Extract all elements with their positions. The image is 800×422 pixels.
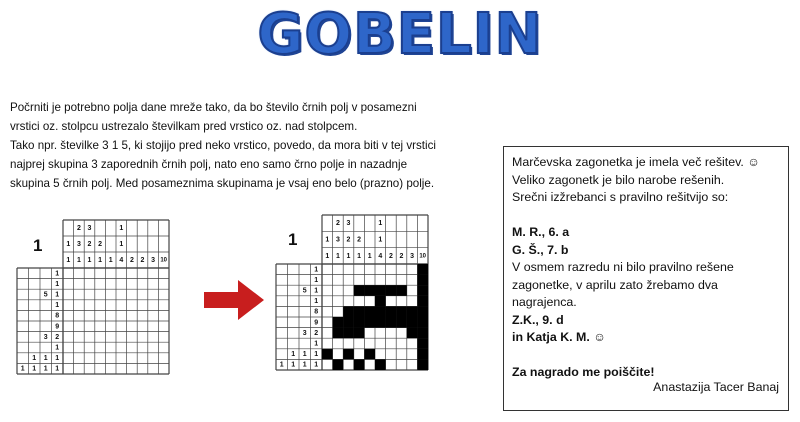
filled-cell bbox=[407, 306, 418, 317]
clue-number: 2 bbox=[55, 333, 60, 341]
clue-number: 2 bbox=[357, 236, 362, 244]
box-text: V osmem razredu ni bilo pravilno rešene bbox=[512, 260, 734, 274]
filled-cell bbox=[375, 317, 386, 328]
arrow-right-icon bbox=[204, 280, 264, 320]
clue-number: 1 bbox=[66, 241, 71, 248]
clue-number: 2 bbox=[388, 252, 393, 260]
winner-name: M. R., 6. a bbox=[512, 225, 570, 239]
winner-name: G. Š., 7. b bbox=[512, 242, 569, 257]
clue-number: 2 bbox=[76, 225, 81, 232]
clue-number: 9 bbox=[55, 323, 60, 331]
filled-cell bbox=[375, 285, 386, 296]
clue-number: 2 bbox=[140, 257, 145, 264]
filled-cell bbox=[364, 285, 375, 296]
clue-number: 3 bbox=[302, 329, 307, 337]
filled-cell bbox=[364, 306, 375, 317]
filled-cell bbox=[407, 317, 418, 328]
filled-cell bbox=[386, 306, 397, 317]
clue-number: 1 bbox=[87, 257, 92, 264]
clue-number: 2 bbox=[335, 220, 340, 228]
puzzle-label-solved: 1 bbox=[288, 230, 298, 249]
box-text: Veliko zagonetk je bilo narobe rešenih. bbox=[512, 172, 725, 187]
winner-name: Z.K., 9. d bbox=[512, 312, 564, 327]
clue-number: 3 bbox=[346, 220, 351, 228]
filled-cell bbox=[322, 349, 333, 360]
clue-number: 1 bbox=[378, 220, 383, 228]
instructions bbox=[10, 98, 450, 193]
clue-number: 1 bbox=[314, 266, 319, 274]
clue-number: 3 bbox=[76, 241, 81, 248]
clue-number: 1 bbox=[302, 361, 307, 369]
clue-number: 1 bbox=[55, 302, 60, 310]
clue-number: 1 bbox=[76, 257, 81, 264]
filled-cell bbox=[396, 285, 407, 296]
clue-number: 1 bbox=[325, 236, 330, 244]
filled-cell bbox=[417, 328, 428, 339]
filled-cell bbox=[386, 317, 397, 328]
clue-number: 1 bbox=[43, 365, 48, 373]
clue-number: 1 bbox=[32, 365, 37, 373]
clue-number: 8 bbox=[314, 308, 319, 316]
filled-cell bbox=[343, 306, 354, 317]
filled-cell bbox=[343, 349, 354, 360]
clue-number: 2 bbox=[314, 329, 319, 337]
instructions-line: Počrniti je potrebno polja dane mreže tako, da bo število črnih polj v posamezni bbox=[10, 101, 417, 114]
clue-number: 3 bbox=[410, 252, 415, 260]
clue-number: 1 bbox=[55, 291, 60, 299]
filled-cell bbox=[354, 317, 365, 328]
box-text: Srečni izžrebanci s pravilno rešitvijo so: bbox=[512, 190, 729, 204]
clue-number: 10 bbox=[419, 253, 427, 260]
filled-cell bbox=[417, 349, 428, 360]
clue-number: 1 bbox=[314, 276, 319, 284]
filled-cell bbox=[386, 285, 397, 296]
clue-number: 1 bbox=[32, 355, 37, 363]
filled-cell bbox=[417, 275, 428, 286]
clue-number: 1 bbox=[335, 252, 340, 260]
filled-cell bbox=[354, 306, 365, 317]
clue-number: 1 bbox=[98, 257, 103, 264]
clue-number: 2 bbox=[346, 236, 351, 244]
filled-cell bbox=[396, 317, 407, 328]
clue-number: 1 bbox=[119, 241, 124, 248]
instructions-line: Tako npr. številke 3 1 5, ki stojijo pred neko vrstico, povedo, da mora biti v tej vrstici bbox=[10, 139, 436, 152]
clue-number: 1 bbox=[108, 257, 113, 264]
clue-number: 3 bbox=[335, 236, 340, 244]
filled-cell bbox=[417, 359, 428, 370]
clue-number: 1 bbox=[55, 365, 60, 373]
filled-cell bbox=[417, 306, 428, 317]
clue-number: 1 bbox=[55, 355, 60, 363]
filled-cell bbox=[407, 328, 418, 339]
clue-number: 1 bbox=[314, 361, 319, 369]
filled-cell bbox=[375, 359, 386, 370]
clue-number: 1 bbox=[55, 280, 60, 288]
page-title: GOBELIN bbox=[257, 2, 543, 67]
filled-cell bbox=[333, 317, 344, 328]
filled-cell bbox=[396, 306, 407, 317]
clue-number: 4 bbox=[119, 257, 124, 264]
clue-number: 1 bbox=[314, 298, 319, 306]
clue-number: 2 bbox=[87, 241, 92, 248]
clue-number: 1 bbox=[66, 257, 71, 264]
filled-cell bbox=[333, 328, 344, 339]
puzzle-label-empty: 1 bbox=[33, 236, 43, 255]
filled-cell bbox=[417, 264, 428, 275]
filled-cell bbox=[375, 306, 386, 317]
clue-number: 2 bbox=[129, 257, 134, 264]
clue-number: 4 bbox=[378, 252, 383, 260]
clue-number: 1 bbox=[55, 270, 60, 278]
clue-number: 1 bbox=[119, 225, 124, 232]
filled-cell bbox=[343, 328, 354, 339]
clue-number: 1 bbox=[43, 355, 48, 363]
box-text: nagrajenca. bbox=[512, 295, 577, 309]
filled-cell bbox=[343, 317, 354, 328]
clue-number: 3 bbox=[87, 225, 92, 232]
author-signature: Anastazija Tacer Banaj bbox=[653, 379, 779, 394]
filled-cell bbox=[354, 359, 365, 370]
filled-cell bbox=[417, 285, 428, 296]
clue-number: 1 bbox=[55, 344, 60, 352]
clue-number: 1 bbox=[291, 351, 296, 359]
call-to-action: Za nagrado me poiščite! bbox=[512, 365, 655, 379]
clue-number: 1 bbox=[314, 287, 319, 295]
clue-number: 1 bbox=[302, 351, 307, 359]
clue-number: 1 bbox=[367, 252, 372, 260]
instructions-line: vrstici oz. stolpcu ustrezalo številkam pred vrstico oz. nad stolpcem. bbox=[10, 120, 358, 133]
clue-number: 5 bbox=[43, 291, 48, 299]
clue-number: 1 bbox=[279, 361, 284, 369]
clue-number: 2 bbox=[98, 241, 103, 248]
clue-number: 1 bbox=[314, 340, 319, 348]
clue-number: 10 bbox=[160, 257, 168, 264]
clue-number: 1 bbox=[378, 236, 383, 244]
clue-number: 3 bbox=[43, 333, 48, 341]
instructions-line: skupina 5 črnih polj. Med posameznima skupinama je vsaj eno belo (prazno) polje. bbox=[10, 177, 435, 190]
box-text: zagonetke, v aprilu zato žrebamo dva bbox=[512, 277, 718, 292]
clue-number: 1 bbox=[314, 351, 319, 359]
filled-cell bbox=[417, 317, 428, 328]
filled-cell bbox=[354, 328, 365, 339]
filled-cell bbox=[364, 349, 375, 360]
filled-cell bbox=[417, 296, 428, 307]
clue-number: 2 bbox=[399, 252, 404, 260]
instructions-line: najprej skupina 3 zaporednih črnih polj, nato eno samo črno polje in nazadnje bbox=[10, 158, 408, 171]
clue-number: 1 bbox=[357, 252, 362, 260]
results-box bbox=[503, 146, 789, 411]
clue-number: 1 bbox=[325, 252, 330, 260]
clue-number: 1 bbox=[20, 365, 25, 373]
clue-number: 5 bbox=[302, 287, 307, 295]
box-text: Marčevska zagonetka je imela več rešitev. ☺ bbox=[512, 155, 760, 169]
filled-cell bbox=[417, 338, 428, 349]
clue-number: 8 bbox=[55, 312, 60, 320]
clue-number: 3 bbox=[151, 257, 156, 264]
filled-cell bbox=[354, 285, 365, 296]
clue-number: 1 bbox=[291, 361, 296, 369]
filled-cell bbox=[333, 359, 344, 370]
clue-number: 9 bbox=[314, 319, 319, 327]
clue-number: 1 bbox=[346, 252, 351, 260]
filled-cell bbox=[375, 296, 386, 307]
filled-cell bbox=[364, 317, 375, 328]
winner-name: in Katja K. M. ☺ bbox=[512, 330, 606, 344]
